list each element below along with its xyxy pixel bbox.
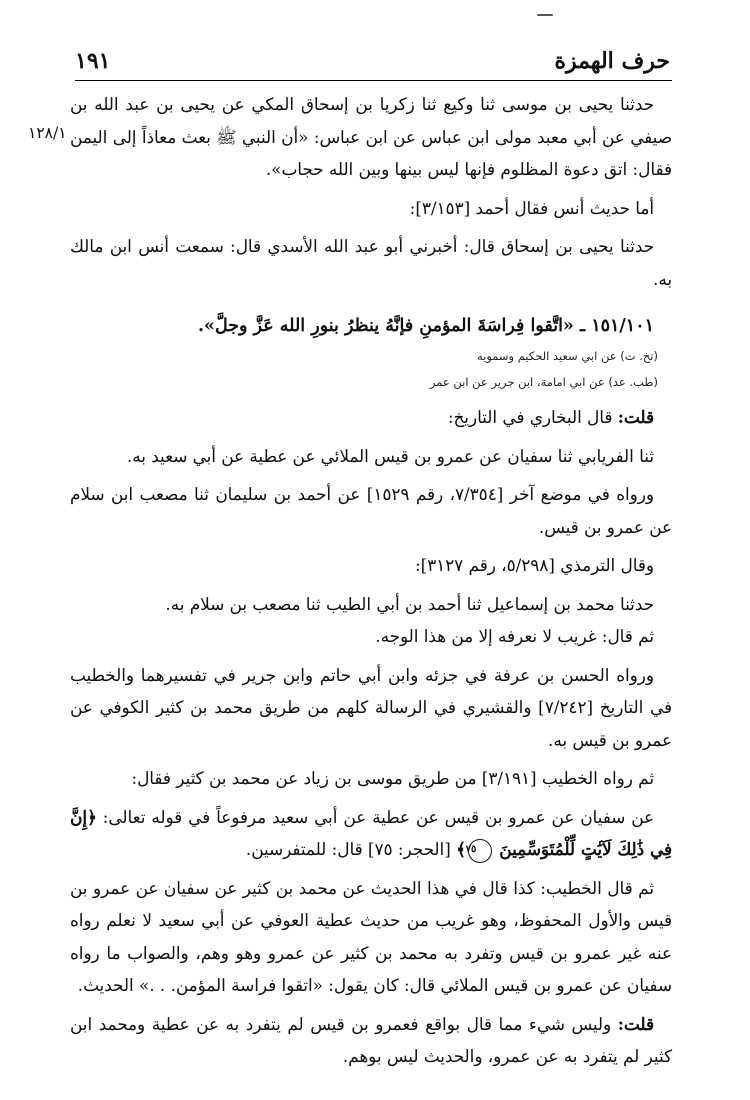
- chapter-title: حرف الهمزة: [554, 48, 670, 74]
- hadith-number: ١٥١/١٠١ ـ: [579, 316, 654, 336]
- quran-verse: ﴿إِنَّ فِي ذَٰلِكَ لَآيَٰتٍ لِّلْمُتَوَسِّمِينَ: [70, 806, 672, 859]
- paragraph: أما حديث أنس فقال أحمد [٣/١٥٣]:: [409, 197, 654, 218]
- quran-close-bracket: ﴾: [456, 839, 466, 859]
- commentary-paragraph: [70, 401, 672, 434]
- ayah-number-icon: ٧٥: [468, 839, 492, 863]
- commentary-paragraph: [70, 1008, 672, 1073]
- hadith-source: (تخ. ت) عن ابي سعيد الحكيم وسمويه: [476, 349, 658, 363]
- page-body: [70, 88, 672, 1073]
- page-header: [75, 42, 670, 74]
- hadith-source: (طب. عد) عن ابي امامة، ابن جرير عن ابن عمر: [429, 375, 658, 389]
- commentary-paragraph: ورواه في موضع آخر [٧/٣٥٤، رقم ١٥٢٩] عن أحمد بن سليمان ثنا مصعب ابن سلام عن عمرو بن قيس.: [70, 484, 672, 537]
- paragraph: حدثنا يحيى بن إسحاق قال: أخبرني أبو عبد الله الأسدي قال: سمعت أنس ابن مالك به.: [70, 236, 672, 289]
- hadith-entry: [70, 309, 672, 343]
- commentary-paragraph: ثم رواه الخطيب [٣/١٩١] من طريق موسى بن زياد عن محمد بن كثير فقال:: [131, 768, 654, 788]
- qult-label: قلت:: [617, 1013, 654, 1034]
- commentary-text: وليس شيء مما قال بواقع فعمرو بن قيس لم يتفرد به عن عطية ومحمد ابن كثير لم يتفرد به عن عمرو، والحديث ليس بوهم.: [70, 1013, 672, 1066]
- hadith-text: «اتَّقوا فِراسَةَ المؤمنِ فإنَّهُ ينظرُ بنورِ الله عَزَّ وجلَّ».: [197, 316, 574, 336]
- commentary-text: قال البخاري في التاريخ:: [447, 407, 613, 427]
- commentary-text: عن سفيان عن عمرو بن قيس عن عطية عن أبي سعيد مرفوعاً في قوله تعالى:: [102, 806, 654, 827]
- page-top-mark: [537, 14, 553, 16]
- paragraph: حدثنا يحيى بن موسى ثنا وكيع ثنا زكريا بن إسحاق المكي عن يحيى بن عبد الله بن صيفي عن أبي معبد مولى ابن عباس عن ابن عباس: «أن النبي ﷺ بعث معاذاً إلى اليمن فقال: اتق دعوة المظلوم فإنها ليس بينها وبين الله حجاب».: [70, 94, 672, 179]
- qult-label: قلت:: [617, 407, 654, 427]
- commentary-paragraph: ثم قال الخطيب: كذا قال في هذا الحديث عن محمد بن كثير عن سفيان عن عمرو بن قيس والأول المحفوظ، وهو غريب من حديث عطية العوفي عن أبي سعيد لا نعلم رواه عنه غير عمرو بن قيس وتفرد به محمد بن كثير عن عمرو وهو وهم، والصواب ما رواه سفيان عن عمرو بن قيس الملائي قال: كان يقول: «اتقوا فراسة المؤمن. . .» الحديث.: [70, 877, 672, 995]
- commentary-paragraph: ثم قال: غريب لا نعرفه إلا من هذا الوجه.: [375, 626, 654, 646]
- quran-reference: [الحجر: ٧٥] قال: للمتفرسين.: [245, 839, 451, 859]
- page-number: ١٩١: [75, 48, 111, 74]
- header-rule: [75, 80, 672, 81]
- commentary-paragraph: ورواه الحسن بن عرفة في جزئه وابن أبي حاتم وابن جرير في تفسيرهما والخطيب في التاريخ [٧/٢٤٢] والقشيري في الرسالة كلهم من طريق محمد بن كثير الكوفي عن عمرو بن قيس به.: [70, 664, 672, 750]
- margin-reference: ١٢٨/١: [28, 124, 67, 142]
- commentary-paragraph: وقال الترمذي [٥/٢٩٨، رقم ٣١٢٧]:: [414, 555, 654, 575]
- commentary-paragraph: حدثنا محمد بن إسماعيل ثنا أحمد بن أبي الطيب ثنا مصعب بن سلام به.: [165, 593, 654, 614]
- commentary-paragraph: [70, 801, 672, 866]
- commentary-paragraph: ثنا الفريابي ثنا سفيان عن عمرو بن قيس الملائي عن عطية عن أبي سعيد به.: [126, 445, 654, 466]
